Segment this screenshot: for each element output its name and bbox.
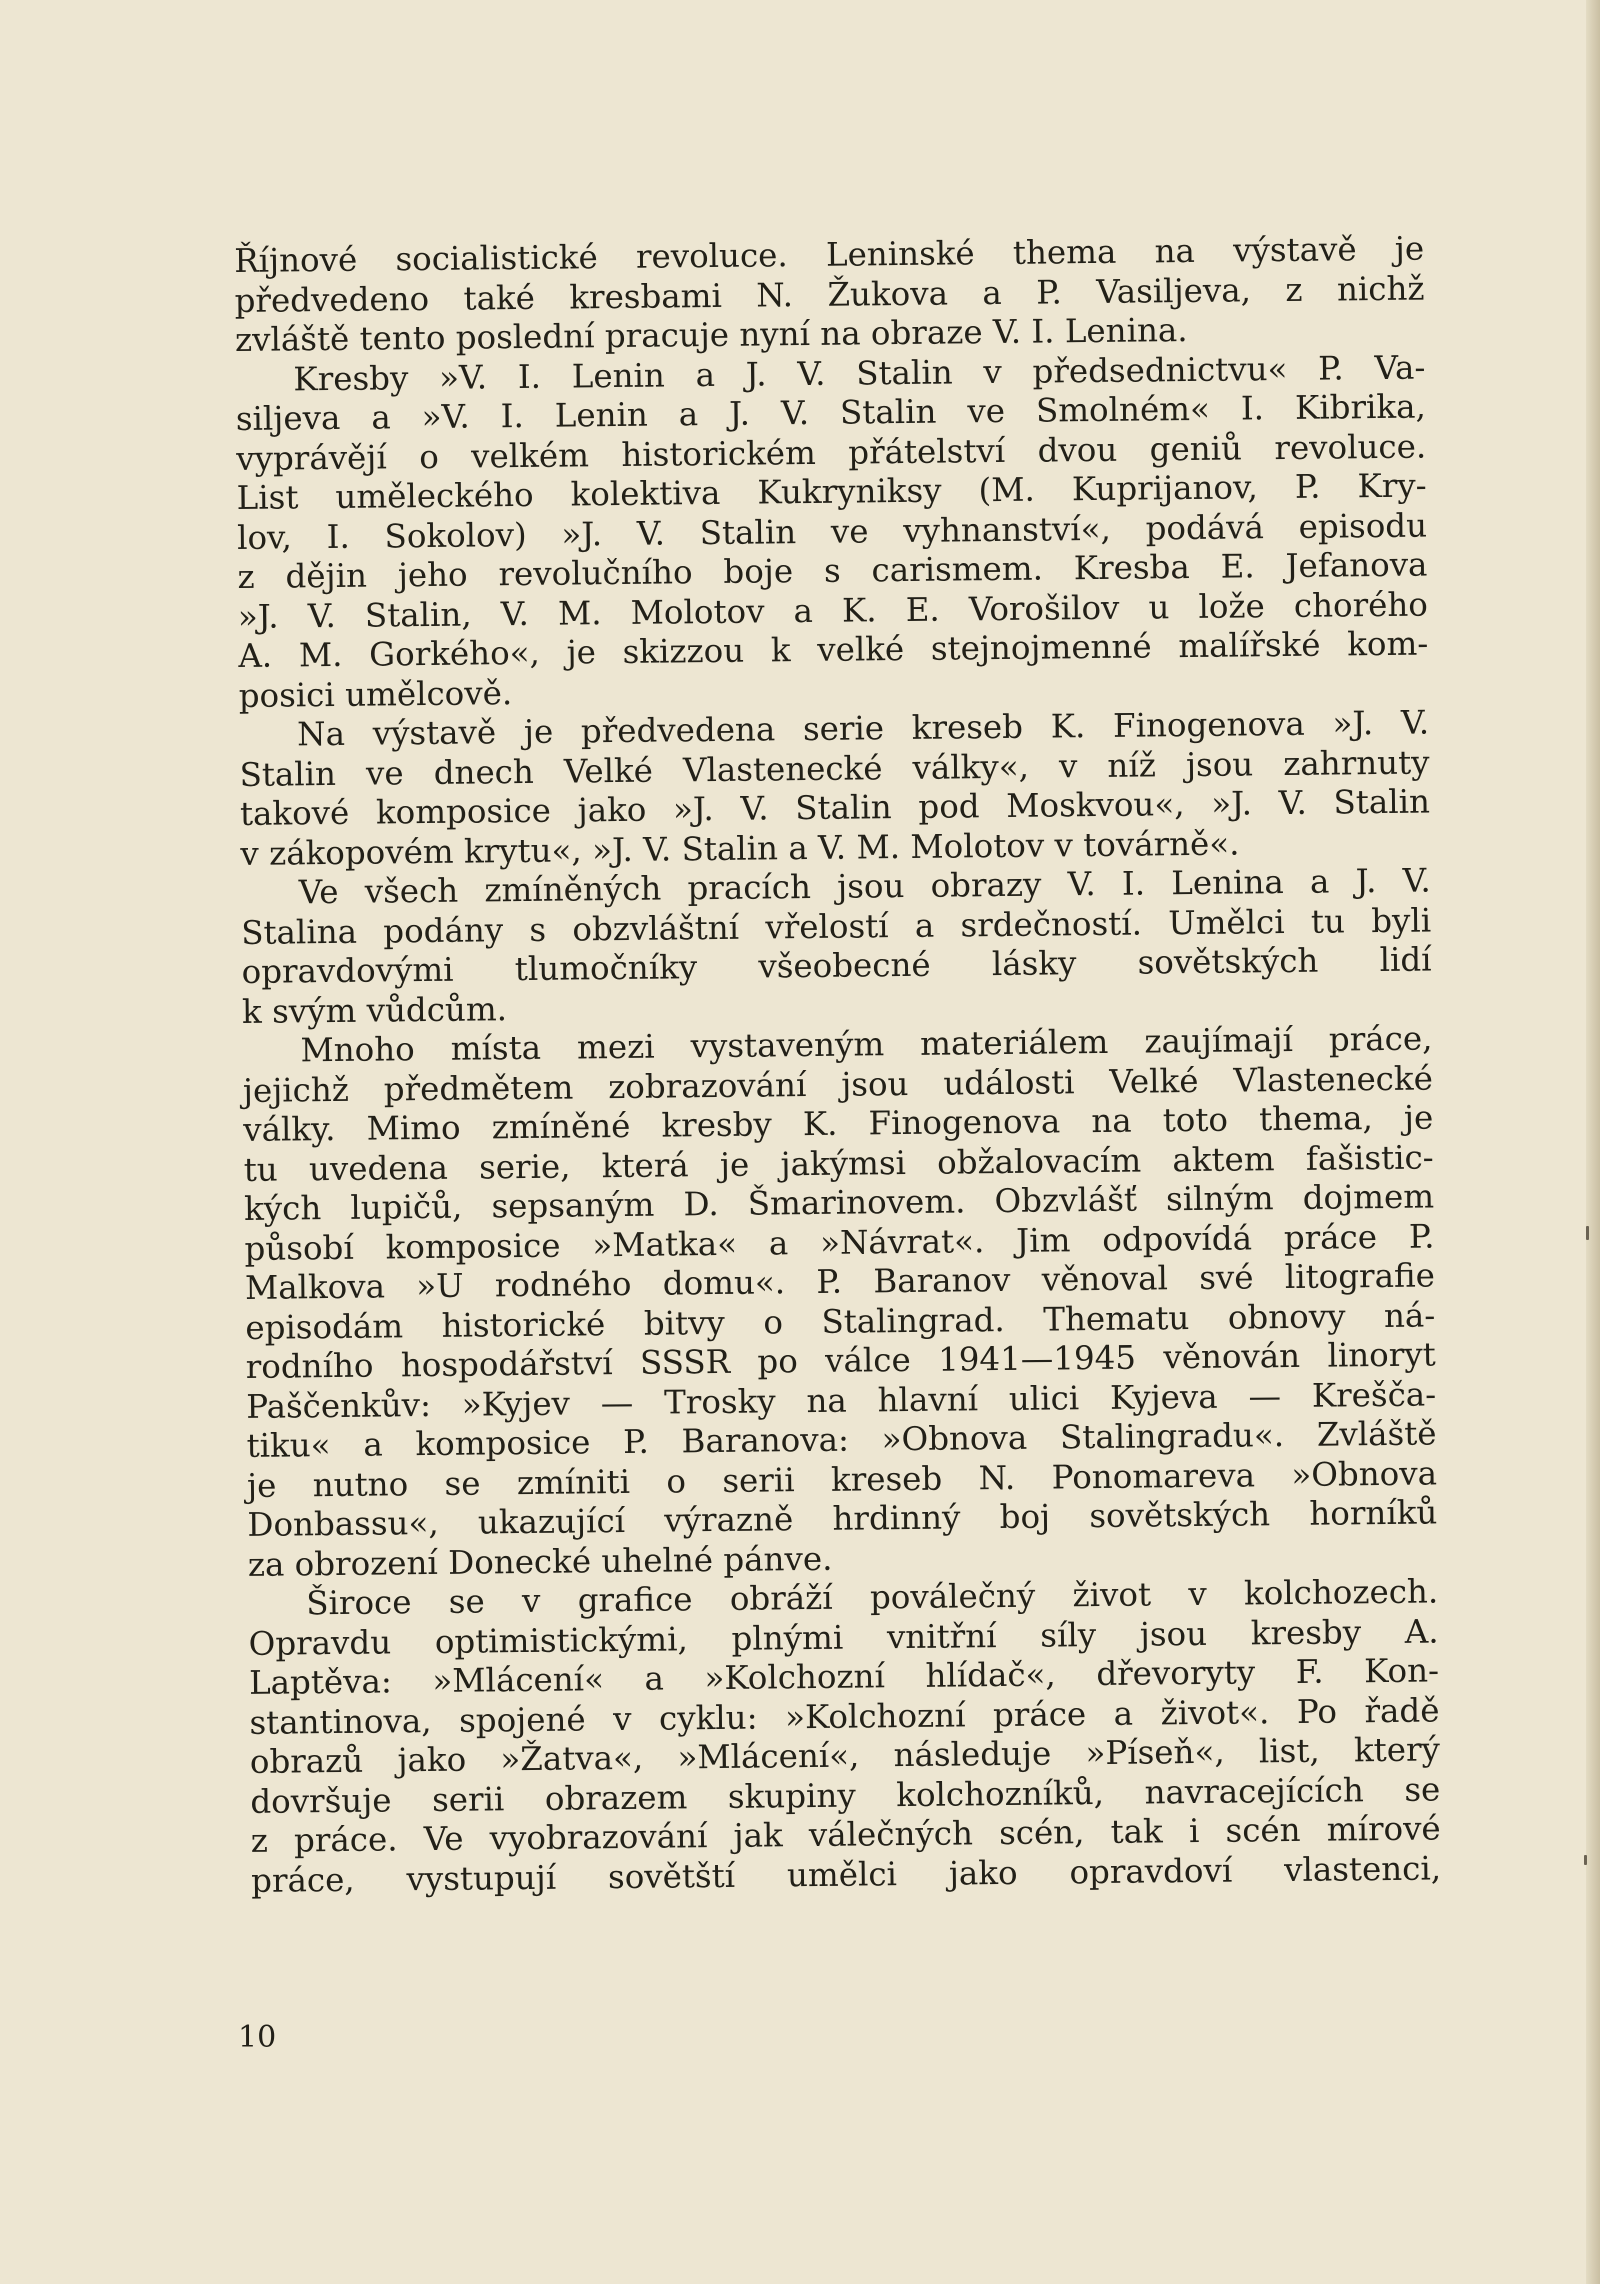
text-line: zvláště tento poslední pracuje nyní na obraze V. I. Lenina.	[234, 311, 1188, 359]
text-line: z dějin jeho revolučního boje s carismem. Kresba E. Jefanova	[237, 545, 1428, 596]
text-line: rodního hospodářství SSSR po válce 1941—1945 věnován linoryt	[245, 1335, 1436, 1386]
text-line: v zákopovém krytu«, »J. V. Stalin a V. M. Molotov v továrně«.	[240, 824, 1240, 873]
text-line: »J. V. Stalin, V. M. Molotov a K. E. Vorošilov u lože chorého	[237, 585, 1429, 636]
scan-speck	[1586, 1226, 1589, 1240]
text-line: Kresby »V. I. Lenin a J. V. Stalin v předsednictvu« P. Va-	[293, 348, 1426, 398]
text-line: války. Mimo zmíněné kresby K. Finogenova na toto thema, je	[243, 1098, 1434, 1149]
text-line: Stalin ve dnech Velké Vlastenecké války«, v níž jsou zahrnuty	[239, 743, 1430, 794]
text-line: opravdovými tlumočníky všeobecné lásky sovětských lidí	[241, 940, 1432, 991]
text-line: je nutno se zmíniti o serii kreseb N. Ponomareva »Obnova	[246, 1453, 1438, 1505]
text-line: působí komposice »Matka« a »Návrat«. Jim odpovídá práce P.	[244, 1216, 1435, 1268]
text-line: z práce. Ve vyobrazování jak válečných scén, tak i scén mírové	[250, 1809, 1441, 1860]
text-line: episodám historické bitvy o Stalingrad. Thematu obnovy ná-	[245, 1295, 1436, 1347]
text-line: posici umělcově.	[238, 673, 513, 715]
text-line: lov, I. Sokolov) »J. V. Stalin ve vyhnanství«, podává episodu	[236, 506, 1428, 557]
text-line: siljeva a »V. I. Lenin a J. V. Stalin ve Smolném« I. Kibrika,	[235, 387, 1426, 438]
text-line: obrazů jako »Žatva«, »Mlácení«, následuje »Píseň«, list, který	[249, 1730, 1441, 1781]
text-line: List uměleckého kolektiva Kukryniksy (M. Kuprijanov, P. Kry-	[236, 466, 1427, 517]
text-line: dovršuje serii obrazem skupiny kolchozníků, navracejících se	[250, 1769, 1441, 1821]
body-text	[234, 230, 1441, 1901]
text-line: takové komposice jako »J. V. Stalin pod Moskvou«, »J. V. Stalin	[239, 782, 1431, 833]
text-line: Paščenkův: »Kyjev — Trosky na hlavní ulici Kyjeva — Krešča-	[245, 1374, 1437, 1426]
text-line: kých lupičů, sepsaným D. Šmarinovem. Obzvlášť silným dojmem	[243, 1177, 1435, 1228]
text-line: Mnoho místa mezi vystaveným materiálem zaujímají práce,	[300, 1019, 1433, 1070]
text-line: předvedeno také kresbami N. Žukova a P. Vasiljeva, z nichž	[234, 269, 1425, 320]
text-line: Na výstavě je předvedena serie kreseb K. Finogenova »J. V.	[296, 703, 1430, 754]
text-line: za obrození Donecké uhelné pánve.	[247, 1539, 833, 1584]
page-number: 10	[238, 2020, 277, 2055]
text-line: Říjnové socialistické revoluce. Leninské thema na výstavě je	[234, 229, 1425, 280]
text-line: stantinova, spojené v cyklu: »Kolchozní práce a život«. Po řadě	[249, 1690, 1440, 1742]
text-line: Malkova »U rodného domu«. P. Baranov věnoval své litografie	[244, 1256, 1436, 1307]
text-line: k svým vůdcům.	[241, 989, 508, 1031]
text-line: tu uvedena serie, která je jakýmsi obžalovacím aktem fašistic-	[243, 1137, 1434, 1189]
scan-speck	[1584, 1855, 1587, 1865]
text-line: Laptěva: »Mlácení« a »Kolchozní hlídač«, dřevoryty F. Kon-	[248, 1651, 1440, 1702]
text-line: Ve všech zmíněných pracích jsou obrazy V. I. Lenina a J. V.	[298, 861, 1431, 912]
text-line: A. M. Gorkého«, je skizzou k velké stejnojmenné malířské kom-	[238, 624, 1429, 675]
text-line: vyprávějí o velkém historickém přátelství dvou geniů revoluce.	[236, 427, 1427, 478]
text-line: tiku« a komposice P. Baranova: »Obnova Stalingradu«. Zvláště	[246, 1414, 1437, 1465]
page-edge	[1586, 0, 1600, 2284]
text-line: práce, vystupují sovětští umělci jako opravdoví vlastenci,	[250, 1848, 1442, 1900]
text-line: Široce se v grafice obráží poválečný život v kolchozech.	[306, 1572, 1439, 1623]
text-line: Stalina podány s obzvláštní vřelostí a srdečností. Umělci tu byli	[241, 901, 1432, 952]
text-line: Opravdu optimistickými, plnými vnitřní síly jsou kresby A.	[248, 1611, 1439, 1663]
text-line: Donbassu«, ukazující výrazně hrdinný boj sovětských horníků	[247, 1493, 1438, 1544]
text-line: jejichž předmětem zobrazování jsou události Velké Vlastenecké	[242, 1058, 1434, 1110]
